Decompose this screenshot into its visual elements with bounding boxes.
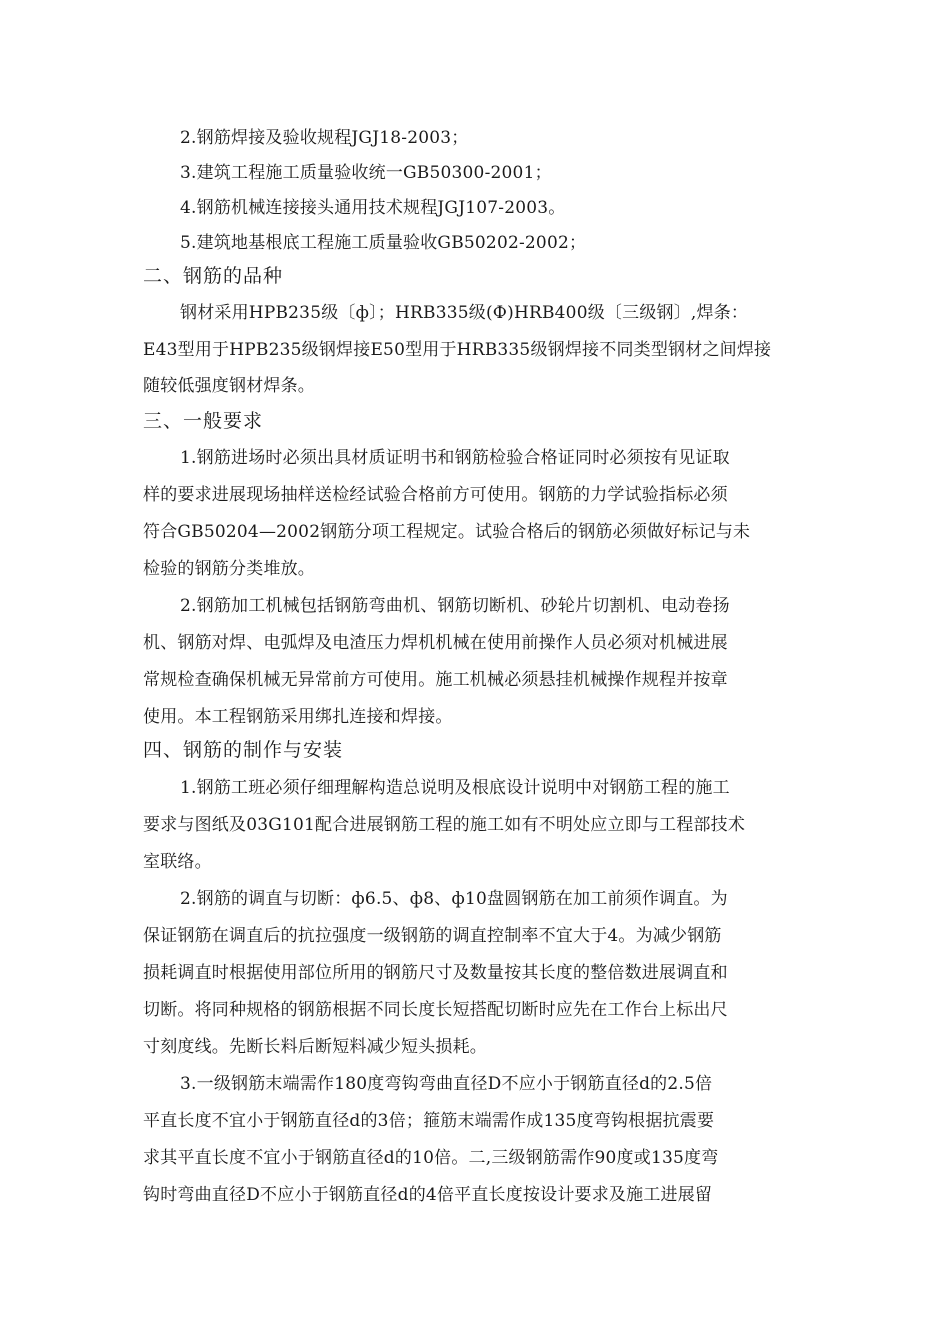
paragraph-line: 要求与图纸及03G101配合进展钢筋工程的施工如有不明处应立即与工程部技术 [143, 815, 746, 835]
paragraph-line: 随较低强度钢材焊条。 [143, 376, 315, 396]
section-heading: 三、一般要求 [143, 410, 264, 432]
paragraph-line: 钩时弯曲直径D不应小于钢筋直径d的4倍平直长度按设计要求及施工进展留 [143, 1185, 713, 1205]
paragraph-line: 钢材采用HPB235级〔ф〕；HRB335级(Ф)HRB400级〔三级钢〕,焊条： [180, 303, 749, 323]
paragraph-line: 1.钢筋工班必须仔细理解构造总说明及根底设计说明中对钢筋工程的施工 [180, 778, 730, 798]
paragraph-line: 机、钢筋对焊、电弧焊及电渣压力焊机机械在使用前操作人员必须对机械进展 [143, 633, 728, 653]
section-heading: 四、钢筋的制作与安装 [143, 739, 344, 761]
paragraph-line: 2.钢筋加工机械包括钢筋弯曲机、钢筋切断机、砂轮片切割机、电动卷扬 [180, 596, 730, 616]
paragraph-line: 寸刻度线。先断长料后断短料减少短头损耗。 [143, 1037, 487, 1057]
reference-line: 4.钢筋机械连接接头通用技术规程JGJ107-2003。 [180, 198, 566, 218]
paragraph-line: 检验的钢筋分类堆放。 [143, 559, 315, 579]
paragraph-line: 保证钢筋在调直后的抗拉强度一级钢筋的调直控制率不宜大于4。为减少钢筋 [143, 926, 722, 946]
paragraph-line: 损耗调直时根据使用部位所用的钢筋尺寸及数量按其长度的整倍数进展调直和 [143, 963, 728, 983]
reference-line: 2.钢筋焊接及验收规程JGJ18-2003； [180, 128, 469, 148]
paragraph-line: 1.钢筋进场时必须出具材质证明书和钢筋检验合格证同时必须按有见证取 [180, 448, 730, 468]
paragraph-line: 求其平直长度不宜小于钢筋直径d的10倍。二,三级钢筋需作90度或135度弯 [143, 1148, 719, 1168]
paragraph-line: 样的要求进展现场抽样送检经试验合格前方可使用。钢筋的力学试验指标必须 [143, 485, 728, 505]
paragraph-line: 常规检查确保机械无异常前方可使用。施工机械必须悬挂机械操作规程并按章 [143, 670, 728, 690]
paragraph-line: 3.一级钢筋末端需作180度弯钩弯曲直径D不应小于钢筋直径d的2.5倍 [180, 1074, 713, 1094]
paragraph-line: 使用。本工程钢筋采用绑扎连接和焊接。 [143, 707, 453, 727]
paragraph-line: 平直长度不宜小于钢筋直径d的3倍；箍筋末端需作成135度弯钩根据抗震要 [143, 1111, 715, 1131]
paragraph-line: 2.钢筋的调直与切断：ф6.5、ф8、ф10盘圆钢筋在加工前须作调直。为 [180, 889, 728, 909]
section-heading: 二、钢筋的品种 [143, 265, 284, 287]
reference-line: 5.建筑地基根底工程施工质量验收GB50202-2002； [180, 233, 587, 253]
paragraph-line: 切断。将同种规格的钢筋根据不同长度长短搭配切断时应先在工作台上标出尺 [143, 1000, 728, 1020]
paragraph-line: 符合GB50204—2002钢筋分项工程规定。试验合格后的钢筋必须做好标记与未 [143, 522, 751, 542]
paragraph-line: 室联络。 [143, 852, 212, 872]
reference-line: 3.建筑工程施工质量验收统一GB50300-2001； [180, 163, 552, 183]
paragraph-line: E43型用于HPB235级钢焊接E50型用于HRB335级钢焊接不同类型钢材之间焊接 [143, 340, 772, 360]
